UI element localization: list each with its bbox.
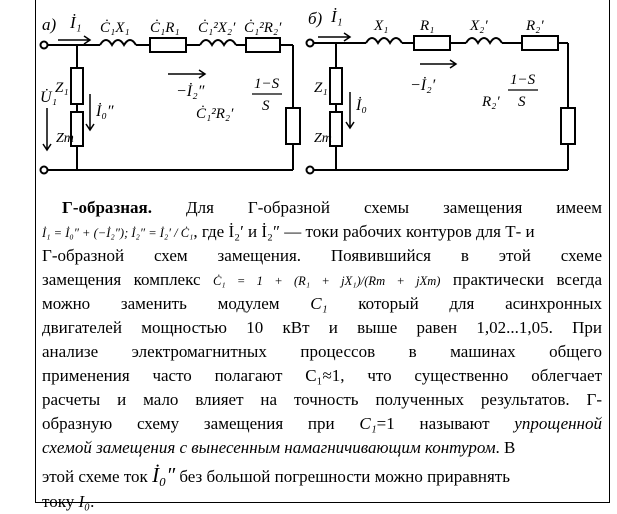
circuit-b-branch-current: −İ₂′ [410, 77, 436, 94]
circuit-b-terminal-top [307, 40, 314, 47]
section-title: Г-образная. [62, 198, 153, 217]
text-line-2 [42, 220, 602, 244]
circuit-a-z1-label: Z₁ [55, 80, 69, 96]
circuit-b-inductor-x2 [466, 38, 502, 43]
text-line-5-b: который для асинхронных [358, 294, 602, 313]
text-line-2-rest: , где İ₂′ и İ₂″ — токи рабочих контуров для Т- и [193, 222, 535, 241]
circuit-b-r1-label: R₁ [420, 18, 435, 34]
text-line-1 [42, 196, 602, 220]
text-line-10 [42, 412, 602, 436]
text-line-12-a: этой схеме ток [42, 467, 148, 486]
circuit-a-input-current: İ₁ [70, 13, 82, 32]
circuit-a-voltage: U̇₁ [40, 89, 58, 106]
circuit-b [307, 7, 576, 174]
circuit-b-label: б) [308, 9, 323, 28]
text-line-11-b: . В [495, 438, 516, 457]
equivalent-circuit-diagrams [0, 0, 617, 195]
circuit-b-x2-label: X₂′ [470, 18, 488, 34]
circuit-b-resistor-r1 [414, 36, 450, 50]
text-line-12-b: без большой погрешности можно приравнять [179, 467, 510, 486]
circuit-a-inductor-x2 [200, 40, 236, 45]
circuit-b-z1-label: Z₁ [314, 80, 328, 96]
circuit-a-resistor-r2 [246, 38, 280, 52]
circuit-a-load-frac-top: 1−S [254, 76, 280, 92]
circuit-a-x1-label: Ċ₁X₁ [100, 20, 130, 36]
circuit-b-resistor-r2 [522, 36, 558, 50]
text-line-4 [42, 268, 602, 292]
circuit-b-mag-arrow [346, 92, 354, 128]
current-relation-formula: İ₁ = İ₀″ + (−İ₂″); İ₂″ = İ₂′ / Ċ₁ [42, 226, 194, 240]
circuit-a-r1-label: Ċ₁R₁ [150, 20, 180, 36]
circuit-b-current-arrow [318, 33, 350, 41]
circuit-a-load-label: Ċ₁²R₂′ [196, 106, 234, 122]
circuit-a-terminal-top [41, 42, 48, 49]
circuit-b-r2-label: R₂′ [526, 18, 544, 34]
circuit-a [40, 13, 300, 174]
circuit-b-mag-current: İ₀ [356, 97, 367, 114]
text-line-10-b: =1 называют [376, 414, 490, 433]
text-line-12 [42, 460, 602, 490]
i0-symbol: I₀ [78, 492, 91, 511]
c1-symbol: C₁ [359, 414, 377, 433]
circuit-a-terminal-bottom [41, 167, 48, 174]
circuit-b-load-label: R₂′ [482, 94, 500, 110]
circuit-a-current-arrow [58, 36, 90, 44]
circuit-a-zm-label: Zm [56, 131, 74, 146]
circuit-a-z1-box [71, 68, 83, 104]
text-line-6: двигателей мощностью 10 кВт и выше равен 1,02...1,05. При [42, 318, 602, 337]
circuit-a-mag-arrow [86, 94, 94, 130]
circuit-b-x1-label: X₁ [374, 18, 389, 34]
text-line-11 [42, 436, 602, 460]
circuit-a-r2-label: Ċ₁²R₂′ [244, 20, 282, 36]
circuit-a-load-resistor [286, 108, 300, 144]
circuit-a-mag-current: İ₀″ [96, 103, 114, 120]
text-line-10-a: образную схему замещения при [42, 414, 335, 433]
text-line-13-a: току [42, 492, 75, 511]
circuit-b-load-frac-bottom: S [518, 94, 526, 110]
circuit-b-load-resistor [561, 108, 575, 144]
simplified-scheme-term: схемой замещения с вынесенным намагничивающим контуром [42, 438, 496, 457]
circuit-b-z1-box [330, 68, 342, 104]
text-line-4-b: практически всегда [452, 270, 602, 289]
text-line-8: применения часто полагают C₁≈1, что существенно облегчает [42, 366, 602, 385]
circuit-a-branch-arrow [168, 70, 205, 78]
circuit-a-label: а) [42, 15, 57, 34]
complex-c1-formula: Ċ₁ = 1 + (R₁ + jX₁)/(Rm + jXm) [212, 274, 441, 288]
magnetizing-current-symbol: İ₀″ [152, 463, 176, 487]
text-line-7: анализе электромагнитных процессов в машинах общего [42, 342, 602, 361]
circuit-a-x2-label: Ċ₁²X₂′ [198, 20, 236, 36]
circuit-b-inductor-x1 [366, 38, 402, 43]
circuit-b-terminal-bottom [307, 167, 314, 174]
text-line-1-rest: Для Г-образной схемы замещения имеем [186, 198, 603, 217]
circuit-b-load-frac-top: 1−S [510, 72, 536, 88]
circuit-a-load-frac-bottom: S [262, 98, 270, 114]
text-line-13 [42, 490, 602, 514]
text-line-5 [42, 292, 602, 316]
text-line-3: Г-образной схем замещения. Появившийся в этой схеме [42, 246, 602, 265]
text-line-13-b: . [90, 492, 95, 511]
circuit-a-branch-current: −İ₂″ [176, 83, 205, 100]
text-line-5-a: можно заменить модулем [42, 294, 280, 313]
c1-modulus-symbol: C₁ [310, 294, 328, 313]
circuit-b-branch-arrow [420, 60, 456, 68]
text-line-4-a: замещения комплекс [42, 270, 201, 289]
circuit-a-resistor-r1 [150, 38, 186, 52]
circuit-b-zm-label: Zm [314, 131, 332, 146]
text-line-10-italic: упрощенной [514, 414, 602, 433]
body-text [42, 196, 602, 514]
text-line-9: расчеты и мало влияет на точность полученных результатов. Г- [42, 390, 602, 409]
circuit-a-voltage-arrow [43, 108, 51, 150]
circuit-b-input-current: İ₁ [331, 7, 343, 26]
circuit-a-inductor-x1 [100, 40, 136, 45]
